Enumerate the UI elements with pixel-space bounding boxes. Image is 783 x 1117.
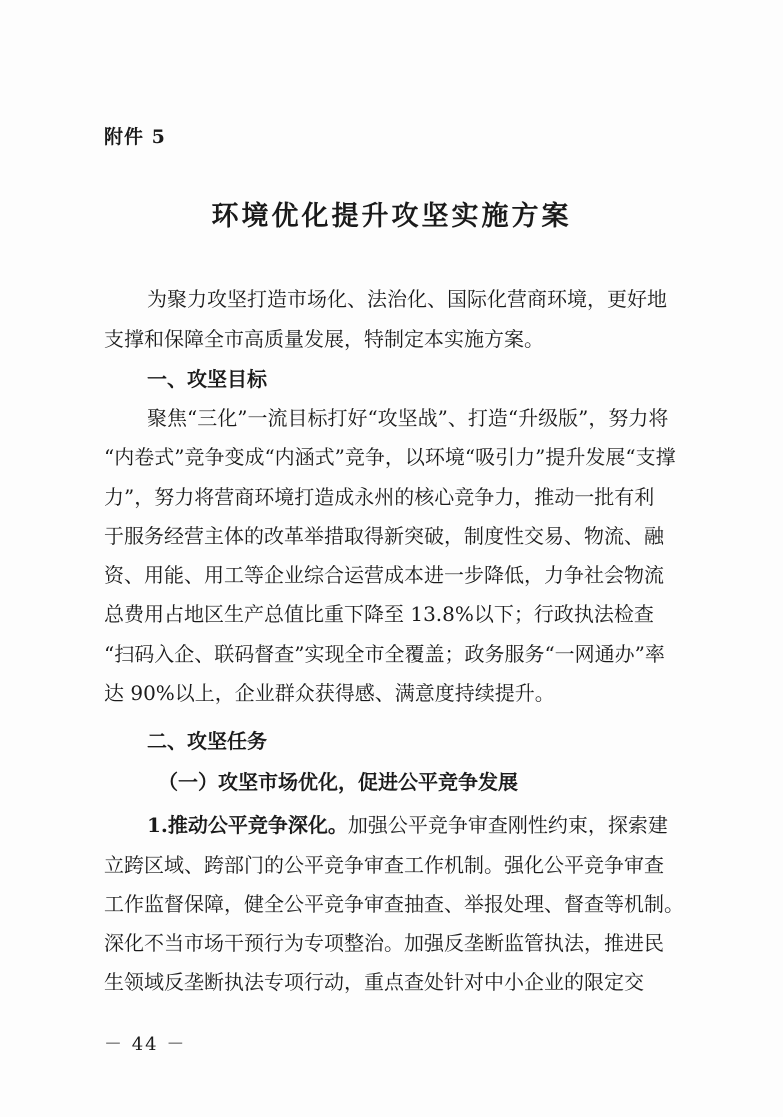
attachment-label: 附件 5 (104, 126, 166, 148)
section-1-heading: 一、攻坚目标 (147, 367, 267, 391)
intro-line-2: 支撑和保障全市高质量发展，特制定本实施方案。 (104, 327, 544, 351)
section-1-line-5: 资、用能、用工等企业综合运营成本进一步降低，力争社会物流 (104, 563, 664, 587)
section-1-line-4: 于服务经营主体的改革举措取得新突破，制度性交易、物流、融 (104, 524, 664, 548)
section-2-heading: 二、攻坚任务 (147, 729, 267, 753)
subsection-1-heading: （一）攻坚市场优化，促进公平竞争发展 (158, 770, 518, 794)
section-1-line-3: 力”，努力将营商环境打造成永州的核心竞争力，推动一批有利 (104, 485, 655, 509)
document-title: 环境优化提升攻坚实施方案 (211, 201, 572, 232)
item-1-line-1 (147, 811, 668, 839)
section-1-line-2: “内卷式”竞争变成“内涵式”竞争，以环境“吸引力”提升发展“支撑 (104, 445, 676, 469)
page-number: － 44 － (104, 1034, 187, 1055)
section-1-line-6: 总费用占地区生产总值比重下降至 13.8%以下；行政执法检查 (104, 602, 654, 626)
item-1-line-3: 工作监督保障，健全公平竞争审查抽查、举报处理、督查等机制。 (104, 892, 684, 916)
item-1-line-5: 生领域反垄断执法专项行动，重点查处针对中小企业的限定交 (104, 970, 644, 994)
item-1-line-2: 立跨区域、跨部门的公平竞争审查工作机制。强化公平竞争审查 (104, 853, 664, 877)
intro-line-1: 为聚力攻坚打造市场化、法治化、国际化营商环境，更好地 (147, 287, 667, 311)
section-1-line-1: 聚焦“三化”一流目标打好“攻坚战”、打造“升级版”，努力将 (147, 406, 669, 430)
item-1-lead: 1.推动公平竞争深化。 (147, 813, 348, 837)
section-1-line-7: “扫码入企、联码督查”实现全市全覆盖；政务服务“一网通办”率 (104, 642, 665, 666)
item-1-first-rest: 加强公平竞争审查刚性约束，探索建 (347, 813, 668, 837)
section-1-line-8: 达 90%以上，企业群众获得感、满意度持续提升。 (104, 681, 555, 705)
item-1-line-4: 深化不当市场干预行为专项整治。加强反垄断监管执法，推进民 (104, 931, 664, 955)
